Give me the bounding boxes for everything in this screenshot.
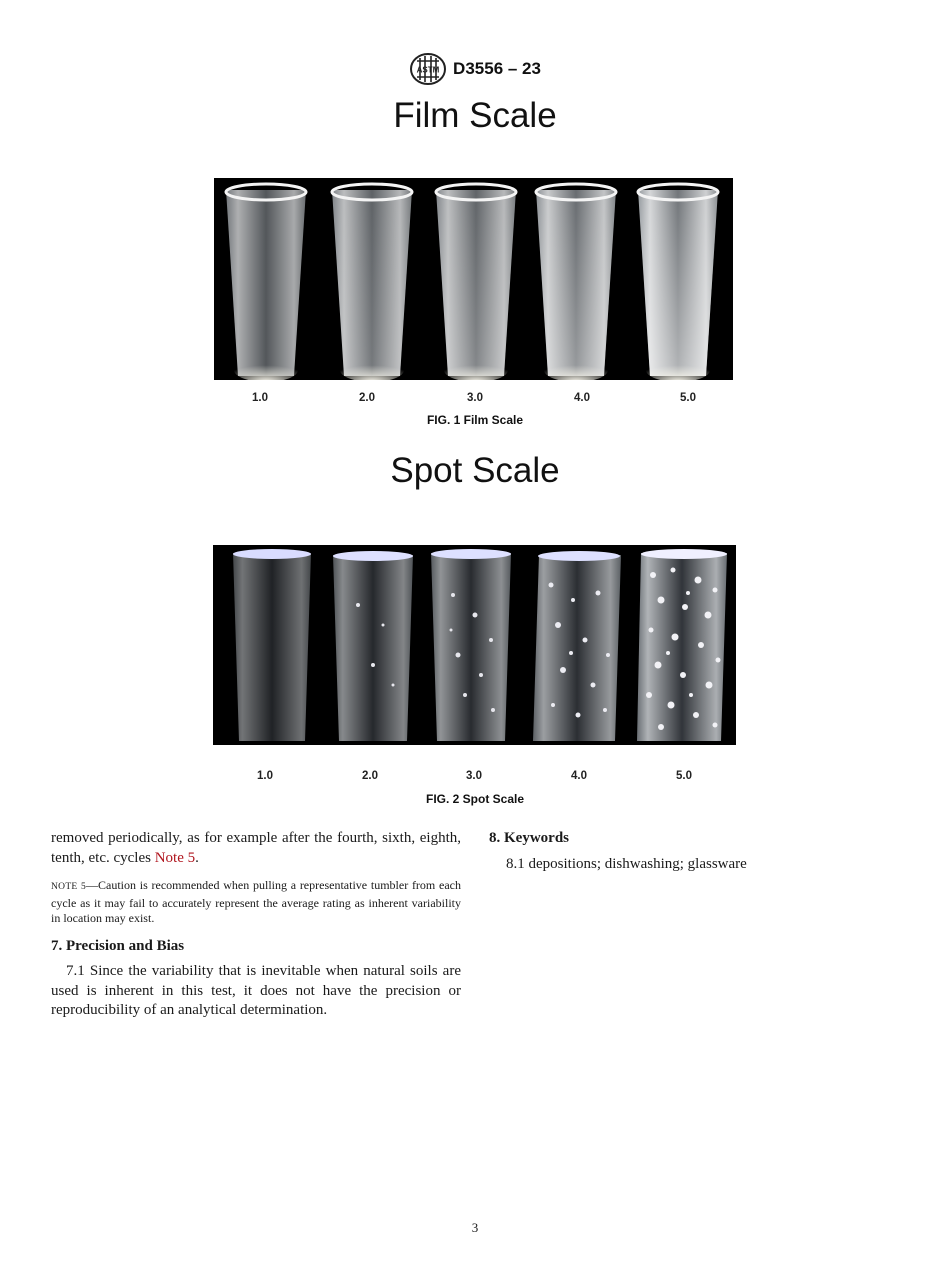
film-glass-1 xyxy=(226,184,306,380)
figure2-caption: FIG. 2 Spot Scale xyxy=(425,792,525,806)
document-header xyxy=(0,52,950,86)
spot-glass-4 xyxy=(533,551,621,741)
spot-rating-3: 3.0 xyxy=(466,770,482,782)
note-label: NOTE 5 xyxy=(51,882,87,892)
section-8-heading: 8. Keywords xyxy=(489,830,569,846)
film-glass-5 xyxy=(638,184,718,380)
spot-rating-4: 4.0 xyxy=(571,770,587,782)
film-rating-2: 2.0 xyxy=(359,392,375,404)
spot-rating-2: 2.0 xyxy=(362,770,378,782)
section-7-heading: 7. Precision and Bias xyxy=(51,937,185,954)
spot-rating-5: 5.0 xyxy=(676,770,692,782)
astm-logo-icon xyxy=(409,52,447,86)
spot-glass-5 xyxy=(637,549,727,741)
left-column xyxy=(51,829,461,1021)
spot-glass-1 xyxy=(233,549,311,741)
continuation-paragraph: removed periodically, as for example after the fourth, sixth, eighth, tenth, etc. cycles Note 5. xyxy=(51,830,461,866)
film-scale-photo xyxy=(214,178,733,380)
figure1-heading: Film Scale xyxy=(393,96,557,135)
note-5-link[interactable]: Note 5 xyxy=(154,849,196,866)
standard-designation: D3556 – 23 xyxy=(453,59,541,78)
spot-scale-photo xyxy=(213,545,736,745)
film-glass-3 xyxy=(436,184,516,380)
page-number: 3 xyxy=(471,1220,479,1235)
film-rating-4: 4.0 xyxy=(574,392,590,404)
figure1-caption: FIG. 1 Film Scale xyxy=(426,413,524,427)
spot-rating-1: 1.0 xyxy=(257,770,273,782)
film-rating-3: 3.0 xyxy=(467,392,483,404)
film-scale-ratings xyxy=(0,392,950,406)
right-column xyxy=(489,829,899,874)
figure2-heading: Spot Scale xyxy=(390,451,560,490)
spot-glass-3 xyxy=(431,549,511,741)
spot-scale-ratings xyxy=(0,770,950,784)
note-5: NOTE 5—Caution is recommended when pulling a representative tumbler from each cycle as it may fail to accurately represent the average rating as inherent variability in location may exist. xyxy=(51,878,461,925)
section-8-1-paragraph: 8.1 depositions; dishwashing; glassware xyxy=(506,855,747,872)
section-7-1-paragraph: 7.1 Since the variability that is inevitable when natural soils are used is inherent in this test, it does not have the precision or reproducibility of an analytical determination. xyxy=(51,963,461,1018)
film-glass-4 xyxy=(536,184,616,380)
film-glass-2 xyxy=(332,184,412,380)
spot-glass-2 xyxy=(333,551,413,741)
svg-text:ASTM: ASTM xyxy=(416,65,440,75)
film-rating-1: 1.0 xyxy=(252,392,268,404)
film-rating-5: 5.0 xyxy=(680,392,696,404)
